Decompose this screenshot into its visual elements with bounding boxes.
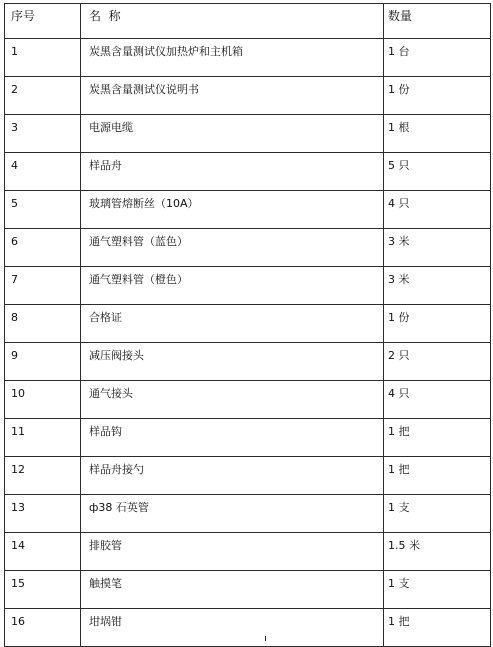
row-name: 样品钩	[81, 419, 384, 457]
row-quantity: 1 份	[384, 305, 491, 343]
bottom-rule-tick	[265, 636, 266, 641]
table-row	[5, 115, 491, 153]
table-row	[5, 229, 491, 267]
row-index: 16	[5, 609, 81, 647]
row-name: 触摸笔	[81, 571, 384, 609]
row-name: 通气塑料管（橙色）	[81, 267, 384, 305]
row-quantity: 1 支	[384, 571, 491, 609]
row-index: 15	[5, 571, 81, 609]
table-row	[5, 77, 491, 115]
table-row	[5, 267, 491, 305]
table-row	[5, 533, 491, 571]
row-quantity: 1 支	[384, 495, 491, 533]
row-index: 11	[5, 419, 81, 457]
table-row	[5, 571, 491, 609]
row-quantity: 1 把	[384, 457, 491, 495]
header-quantity: 数量	[384, 4, 491, 39]
row-index: 8	[5, 305, 81, 343]
table-row	[5, 495, 491, 533]
row-name: 合格证	[81, 305, 384, 343]
row-name: 玻璃管熔断丝（10A）	[81, 191, 384, 229]
row-index: 13	[5, 495, 81, 533]
row-name: 电源电缆	[81, 115, 384, 153]
table-row	[5, 343, 491, 381]
row-quantity: 2 只	[384, 343, 491, 381]
row-name: ф38 石英管	[81, 495, 384, 533]
table-row	[5, 381, 491, 419]
row-index: 6	[5, 229, 81, 267]
row-name: 样品舟	[81, 153, 384, 191]
table-row	[5, 419, 491, 457]
row-name: 坩埚钳	[81, 609, 384, 647]
row-quantity: 1 把	[384, 419, 491, 457]
row-quantity: 4 只	[384, 381, 491, 419]
row-quantity: 1 份	[384, 77, 491, 115]
row-name: 炭黑含量测试仪加热炉和主机箱	[81, 39, 384, 77]
row-name: 减压阀接头	[81, 343, 384, 381]
header-name: 名 称	[81, 4, 384, 39]
row-index: 3	[5, 115, 81, 153]
row-index: 5	[5, 191, 81, 229]
row-index: 4	[5, 153, 81, 191]
header-index: 序号	[5, 4, 81, 39]
row-quantity: 4 只	[384, 191, 491, 229]
row-name: 通气接头	[81, 381, 384, 419]
row-index: 7	[5, 267, 81, 305]
row-name: 炭黑含量测试仪说明书	[81, 77, 384, 115]
table-body	[5, 39, 491, 647]
row-index: 10	[5, 381, 81, 419]
row-index: 2	[5, 77, 81, 115]
table-row	[5, 39, 491, 77]
row-quantity: 3 米	[384, 229, 491, 267]
row-name: 通气塑料管（蓝色）	[81, 229, 384, 267]
row-quantity: 5 只	[384, 153, 491, 191]
row-index: 1	[5, 39, 81, 77]
row-quantity: 3 米	[384, 267, 491, 305]
row-name: 排胶管	[81, 533, 384, 571]
row-quantity: 1.5 米	[384, 533, 491, 571]
row-quantity: 1 把	[384, 609, 491, 647]
packing-list-table	[4, 3, 491, 647]
table-row	[5, 305, 491, 343]
table-row	[5, 191, 491, 229]
row-index: 14	[5, 533, 81, 571]
row-index: 9	[5, 343, 81, 381]
bottom-rule-tick	[80, 636, 81, 641]
row-quantity: 1 根	[384, 115, 491, 153]
row-name: 样品舟接勺	[81, 457, 384, 495]
table-row	[5, 457, 491, 495]
table-row	[5, 153, 491, 191]
table-header-row	[5, 4, 491, 39]
row-index: 12	[5, 457, 81, 495]
row-quantity: 1 台	[384, 39, 491, 77]
